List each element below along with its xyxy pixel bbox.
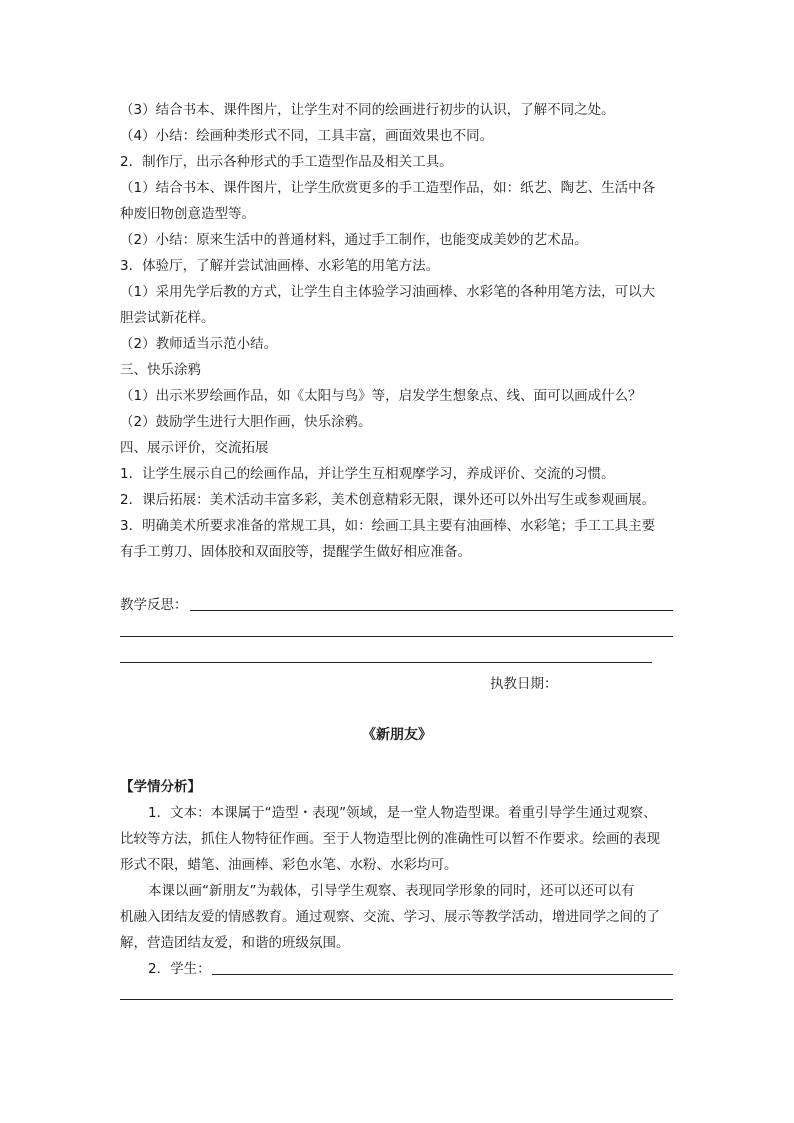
text-line: 有手工剪刀、固体胶和双面胶等，提醒学生做好相应准备。 xyxy=(120,544,471,560)
reflection-underline xyxy=(120,636,673,637)
text-line: 3．体验厅，了解并尝试油画棒、水彩笔的用笔方法。 xyxy=(120,258,440,274)
text-line: （2）鼓励学生进行大胆作画，快乐涂鸦。 xyxy=(120,414,372,430)
text-line: （1）采用先学后教的方式，让学生自主体验学习油画棒、水彩笔的各种用笔方法，可以大 xyxy=(120,284,656,300)
text-line: （3）结合书本、课件图片，让学生对不同的绘画进行初步的认识，了解不同之处。 xyxy=(120,102,615,118)
text-line: 形式不限，蜡笔、油画棒、彩色水笔、水粉、水彩均可。 xyxy=(120,857,458,873)
text-line: 种废旧物创意造型等。 xyxy=(120,206,255,222)
text-line: （1）出示米罗绘画作品，如《太阳与鸟》等，启发学生想象点、线、面可以画成什么？ xyxy=(120,388,642,404)
section-heading: 四、展示评价，交流拓展 xyxy=(120,440,269,456)
teaching-date-label: 执教日期： xyxy=(490,676,558,692)
text-line: 比较等方法，抓住人物特征作画。至于人物造型比例的准确性可以暂不作要求。绘画的表现 xyxy=(120,831,660,847)
student-label: 2．学生： xyxy=(148,961,211,977)
student-underline xyxy=(120,999,673,1000)
lesson-title: 《新朋友》 xyxy=(362,727,432,743)
text-line: 1．让学生展示自己的绘画作品，并让学生互相观摩学习，养成评价、交流的习惯。 xyxy=(120,466,615,482)
text-line: 3．明确美术所要求准备的常规工具，如：绘画工具主要有油画棒、水彩笔；手工工具主要 xyxy=(120,518,656,534)
student-underline xyxy=(212,974,673,975)
text-line: 2．课后拓展：美术活动丰富多彩，美术创意精彩无限，课外还可以外出写生或参观画展。 xyxy=(120,492,656,508)
text-line: 机融入团结友爱的情感教育。通过观察、交流、学习、展示等教学活动，增进同学之间的了 xyxy=(120,909,660,925)
reflection-underline xyxy=(120,662,652,663)
text-line: 本课以画“新朋友”为载体，引导学生观察、表现同学形象的同时，还可以还可以有 xyxy=(148,883,635,899)
text-line: （2）教师适当示范小结。 xyxy=(120,336,278,352)
text-line: 胆尝试新花样。 xyxy=(120,310,215,326)
section-heading: 三、快乐涂鸦 xyxy=(120,362,201,378)
text-line: （2）小结：原来生活中的普通材料，通过手工制作，也能变成美妙的艺术品。 xyxy=(120,232,588,248)
text-line: 2．制作厅，出示各种形式的手工造型作品及相关工具。 xyxy=(120,154,453,170)
text-line: 解，营造团结友爱，和谐的班级氛围。 xyxy=(120,935,350,951)
reflection-underline xyxy=(190,610,673,611)
text-line: （4）小结：绘画种类形式不同，工具丰富，画面效果也不同。 xyxy=(120,128,494,144)
reflection-label: 教学反思： xyxy=(120,597,188,613)
analysis-heading: 【学情分析】 xyxy=(120,779,201,795)
text-line: （1）结合书本、课件图片，让学生欣赏更多的手工造型作品，如：纸艺、陶艺、生活中各 xyxy=(120,180,656,196)
text-line: 1．文本：本课属于“造型・表现”领域，是一堂人物造型课。着重引导学生通过观察、 xyxy=(148,805,657,821)
